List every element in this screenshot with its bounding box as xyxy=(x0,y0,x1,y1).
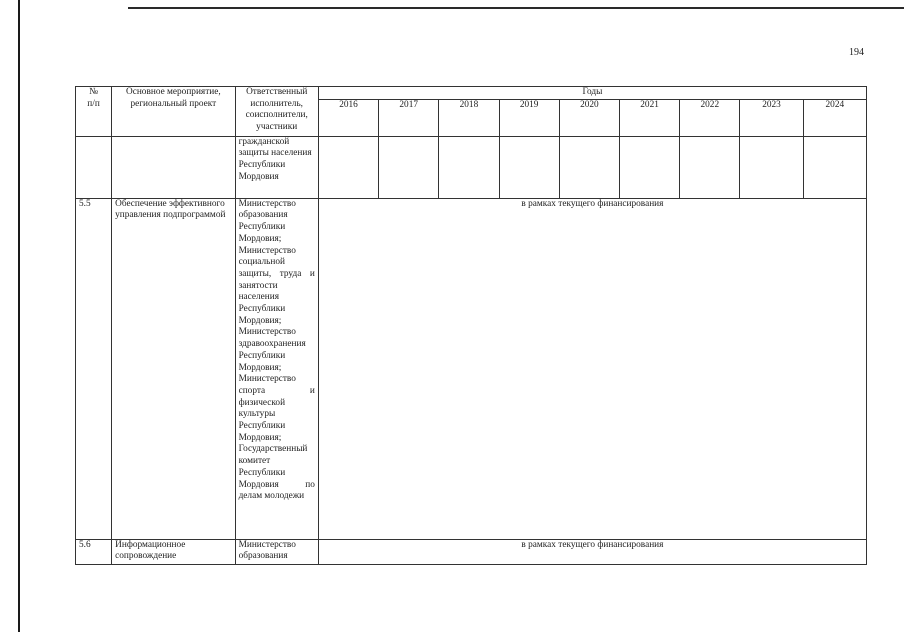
table-row xyxy=(76,539,867,564)
year-2018: 2018 xyxy=(439,99,499,136)
year-cell xyxy=(439,136,499,198)
table-row xyxy=(76,136,867,198)
year-cell xyxy=(559,136,619,198)
row-responsible: Министерство образования xyxy=(235,539,318,564)
year-2016: 2016 xyxy=(318,99,378,136)
year-2024: 2024 xyxy=(803,99,866,136)
year-cell xyxy=(379,136,439,198)
year-2019: 2019 xyxy=(499,99,559,136)
page-number: 194 xyxy=(849,47,864,58)
row-activity: Информационное сопровождение xyxy=(112,539,235,564)
left-scan-border xyxy=(18,0,20,632)
year-cell xyxy=(619,136,679,198)
row-responsible: Министерство образования Республики Мордовия; Министерство социальной защиты, труда и занятости населения Республики Мордовия; Министерство здравоохранения Республики Мордовия; Министерство спорта и физической культуры Республики Мордовия; Государственный комитет Республики Мордовия по делам молодежи xyxy=(235,198,318,539)
year-cell xyxy=(318,136,378,198)
year-cell xyxy=(499,136,559,198)
year-2021: 2021 xyxy=(619,99,679,136)
header-num: № п/п xyxy=(76,87,112,137)
row-activity: Обеспечение эффективного управления подпрограммой xyxy=(112,198,235,539)
row-number xyxy=(76,136,112,198)
header-row xyxy=(76,87,867,100)
row-activity xyxy=(112,136,235,198)
year-cell xyxy=(680,136,740,198)
year-2022: 2022 xyxy=(680,99,740,136)
header-activity: Основное мероприятие, региональный проект xyxy=(112,87,235,137)
row-responsible: гражданской защиты населения Республики Мордовия xyxy=(235,136,318,198)
row-number: 5.6 xyxy=(76,539,112,564)
header-years-label: Годы xyxy=(318,87,866,100)
year-cell xyxy=(803,136,866,198)
year-cell xyxy=(740,136,803,198)
funding-note: в рамках текущего финансирования xyxy=(318,198,866,539)
row-number: 5.5 xyxy=(76,198,112,539)
top-scan-border xyxy=(128,7,904,9)
year-2023: 2023 xyxy=(740,99,803,136)
year-2020: 2020 xyxy=(559,99,619,136)
funding-note: в рамках текущего финансирования xyxy=(318,539,866,564)
table-row xyxy=(76,198,867,539)
program-table xyxy=(75,86,867,565)
header-responsible: Ответственный исполнитель, соисполнители, участники xyxy=(235,87,318,137)
year-2017: 2017 xyxy=(379,99,439,136)
